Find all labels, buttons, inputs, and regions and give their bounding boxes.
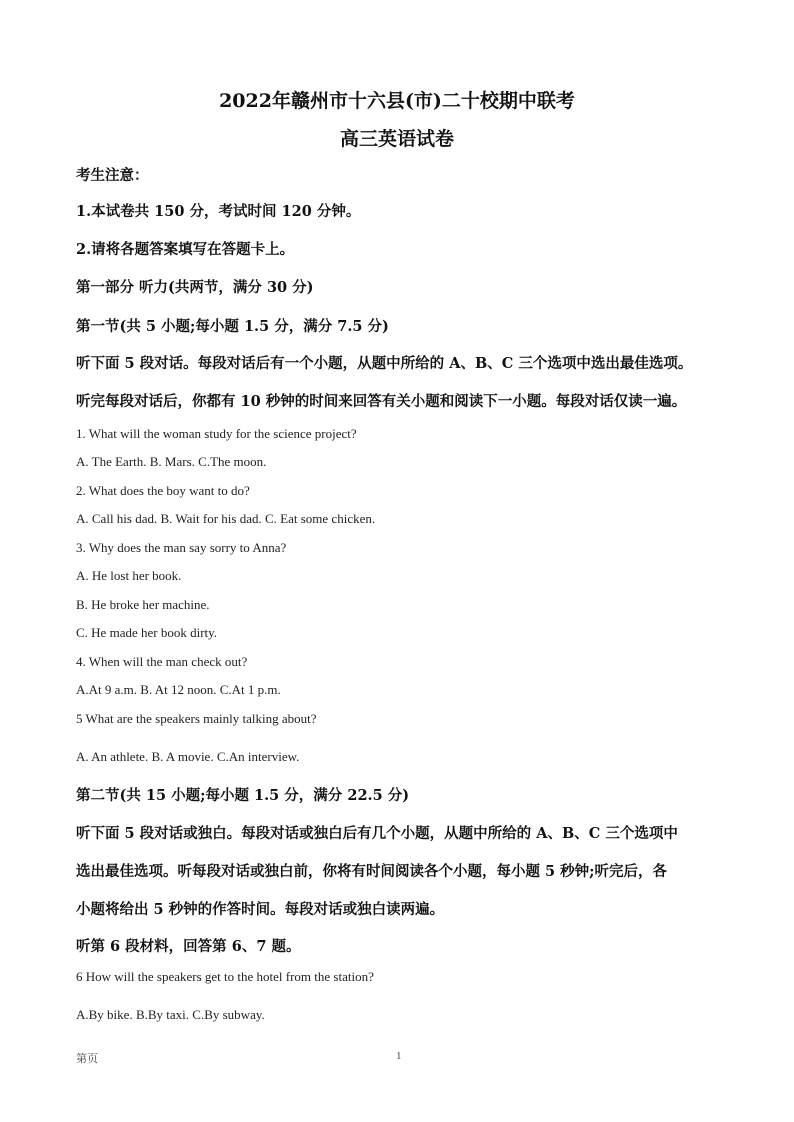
question-option: C. He made her book dirty. — [76, 625, 218, 640]
page-label: 第页 — [76, 1053, 98, 1065]
exam-subtitle: 高三英语试卷 — [339, 128, 454, 150]
exam-title: 2022年赣州市十六县(市)二十校期中联考 — [219, 90, 575, 112]
page-number: 1 — [396, 1050, 402, 1062]
question-stem: 5 What are the speakers mainly talking about? — [76, 711, 317, 726]
section1-heading: 第一节(共 5 小题;每小题 1.5 分，满分 7.5 分) — [76, 318, 389, 335]
notice-item: 2.请将各题答案填写在答题卡上。 — [76, 241, 295, 258]
question-stem: 4. When will the man check out? — [76, 654, 248, 669]
question-options: A. Call his dad. B. Wait for his dad. C. Eat some chicken. — [76, 511, 376, 526]
section1-instruction: 听完每段对话后，你都有 10 秒钟的时间来回答有关小题和阅读下一小题。每段对话仅读一遍。 — [76, 393, 687, 410]
material-note: 听第 6 段材料，回答第 6、7 题。 — [76, 938, 301, 955]
part1-heading: 第一部分 听力(共两节，满分 30 分) — [76, 279, 314, 296]
question-options: A. An athlete. B. A movie. C.An interview. — [76, 749, 300, 764]
section2-instruction: 小题将给出 5 秒钟的作答时间。每段对话或独白读两遍。 — [76, 901, 445, 918]
question-options: A.By bike. B.By taxi. C.By subway. — [76, 1007, 265, 1022]
notice-heading: 考生注意： — [76, 167, 149, 184]
question-stem: 1. What will the woman study for the science project? — [76, 426, 357, 441]
question-stem: 3. Why does the man say sorry to Anna? — [76, 540, 287, 555]
question-stem: 2. What does the boy want to do? — [76, 483, 250, 498]
question-options: A.At 9 a.m. B. At 12 noon. C.At 1 p.m. — [76, 682, 281, 697]
section1-instruction: 听下面 5 段对话。每段对话后有一个小题，从题中所给的 A、B、C 三个选项中选出最佳选项。 — [76, 355, 693, 372]
question-stem: 6 How will the speakers get to the hotel from the station? — [76, 969, 374, 984]
question-options: A. The Earth. B. Mars. C.The moon. — [76, 454, 267, 469]
question-option: B. He broke her machine. — [76, 597, 210, 612]
section2-heading: 第二节(共 15 小题;每小题 1.5 分，满分 22.5 分) — [76, 787, 410, 804]
section2-instruction: 听下面 5 段对话或独白。每段对话或独白后有几个小题，从题中所给的 A、B、C 三个选项中 — [76, 825, 678, 842]
section2-instruction: 选出最佳选项。听每段对话或独白前，你将有时间阅读各个小题，每小题 5 秒钟;听完后，各 — [76, 863, 668, 880]
notice-item: 1.本试卷共 150 分，考试时间 120 分钟。 — [76, 203, 361, 220]
question-option: A. He lost her book. — [76, 568, 182, 583]
